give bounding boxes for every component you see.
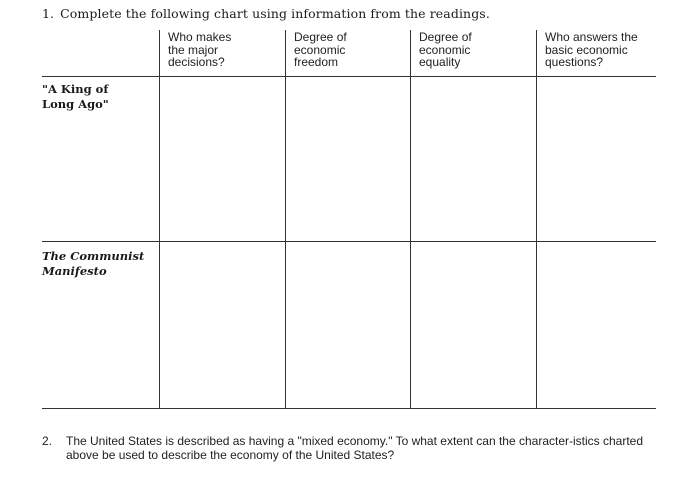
question-1-text: Complete the following chart using information from the readings. <box>60 6 490 21</box>
question-1-number: 1. <box>42 6 55 21</box>
question-2-number: 2. <box>42 434 53 448</box>
row-header-line: The Communist <box>42 249 145 263</box>
column-header-line: the major <box>168 42 219 57</box>
chart-row-divider <box>42 241 656 242</box>
row-header-communist-manifesto <box>42 249 144 279</box>
row-header-line: Manifesto <box>42 264 107 278</box>
question-2 <box>42 434 662 462</box>
column-header-line: questions? <box>545 55 604 69</box>
chart-column-divider <box>536 30 537 408</box>
row-header-line: "A King of <box>42 82 109 96</box>
column-header-line: Degree of <box>419 30 472 44</box>
chart-column-divider <box>159 30 160 408</box>
column-header-answers <box>545 31 638 69</box>
chart-column-divider <box>285 30 286 408</box>
column-header-equality <box>419 31 472 69</box>
column-header-line: freedom <box>294 55 339 69</box>
column-header-line: economic <box>419 42 471 57</box>
question-1 <box>42 6 490 21</box>
question-2-text: The United States is described as having a "mixed economy." To what extent can the character-istics charted above be used to describe the economy of the United States? <box>66 434 644 462</box>
column-header-freedom <box>294 31 347 69</box>
column-header-line: Degree of <box>294 30 347 44</box>
column-header-line: decisions? <box>168 55 225 69</box>
column-header-line: Who answers the <box>545 30 638 44</box>
column-header-decisions <box>168 31 231 69</box>
chart-header-line <box>42 76 656 77</box>
chart-column-divider <box>410 30 411 408</box>
column-header-line: economic <box>294 42 346 57</box>
column-header-line: Who makes <box>168 30 232 44</box>
chart-bottom-line <box>42 408 656 409</box>
row-header-king-of-long-ago <box>42 82 109 112</box>
column-header-line: equality <box>419 55 461 69</box>
column-header-line: basic economic <box>545 42 628 57</box>
row-header-line: Long Ago" <box>42 97 109 111</box>
